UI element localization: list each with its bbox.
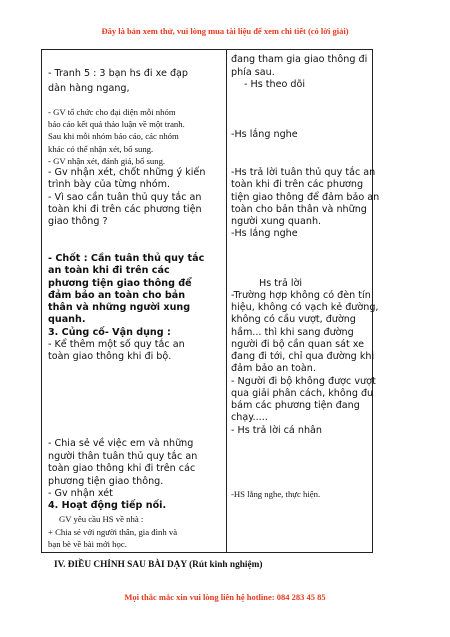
text-line: toàn cho bản thân và những (231, 204, 367, 215)
text-line: toàn giao thông khi đi trên các (48, 463, 196, 474)
text-line: an toàn khi đi trên các (48, 265, 170, 276)
summary-line (48, 253, 204, 264)
text-line: - Gv nhận xét, chốt những ý kiến (48, 167, 206, 178)
text-line: phương tiện giao thông để (48, 278, 192, 289)
text-line: - Hs theo dõi (244, 79, 306, 90)
text-line: người đi bộ cần quan sát xe (231, 339, 365, 350)
section-title: 3. Củng cố- Vận dụng : (48, 327, 171, 338)
text-line: Sau khi mỗi nhóm báo cáo, các nhóm (48, 131, 179, 141)
preview-banner: Đây là bản xem thử, vui lòng mua tài liệu để xem chi tiết (có lời giải) (101, 26, 349, 36)
text-line: đang tham gia giao thông đi (231, 54, 368, 65)
text-line: toàn giao thông khi đi bộ. (48, 351, 172, 362)
text-line: chạy..... (231, 412, 268, 423)
text-line: bạn bè về bài mới học. (48, 539, 127, 549)
text-line: hiệu, không có vạch kẻ đường, (231, 302, 379, 313)
text-line: - GV tổ chức cho đại diện mỗi nhóm (48, 107, 176, 117)
text-line: -HS lắng nghe, thực hiện. (231, 489, 321, 499)
text-line: -Hs lắng nghe (231, 129, 298, 140)
lesson-plan-table (41, 49, 380, 553)
text-line: thân và những người xung (48, 302, 191, 313)
text-line: + Chia sẻ với người thân, gia đình và (48, 527, 178, 537)
text-line: Hs trả lời (259, 278, 303, 289)
text-line: -Trường hợp không có đèn tín (231, 290, 371, 301)
text-line: đang đi tới, chỉ qua đường khi (231, 351, 375, 362)
text-line: phương tiện giao thông. (48, 476, 164, 487)
section-heading: IV. ĐIỀU CHỈNH SAU BÀI DẠY (Rút kinh nghiệm) (54, 560, 263, 570)
text-line: - Vì sao cần tuân thủ quy tắc an (48, 192, 202, 203)
text-line: toàn khi đi trên các phương (231, 179, 364, 190)
summary-text: : Cần tuân thủ quy tắc (80, 253, 205, 264)
text-line: báo cáo kết quả thảo luận về một tranh. (48, 119, 185, 129)
text-line: - Kể thêm một số quy tắc an (48, 339, 185, 350)
text-line: -Hs lắng nghe (231, 228, 298, 239)
text-line: - Chia sẻ về việc em và những (48, 438, 194, 449)
text-line: đảm bảo an toàn. (231, 363, 316, 374)
text-line: khác có thể nhận xét, bổ sung. (48, 144, 154, 154)
student-activities-column (227, 50, 380, 552)
text-line: - Hs trả lời cá nhân (231, 425, 322, 436)
teacher-activities-column (42, 50, 226, 552)
text-line: không có cầu vượt, đường (231, 314, 356, 325)
text-line: phía sau. (231, 67, 275, 78)
text-line: người xung quanh. (231, 216, 322, 227)
section-title: 4. Hoạt động tiếp nối. (48, 500, 167, 511)
summary-label: Chốt (55, 253, 81, 264)
summary-prefix: - (48, 253, 56, 264)
text-line: qua giải phân cách, không đu (231, 388, 374, 399)
text-line: hầm... thì khi sang đường (231, 327, 354, 338)
text-line: tiện giao thông để đảm bảo an (231, 192, 380, 203)
text-line: đảm bảo an toàn cho bản (48, 290, 186, 301)
text-line: - Tranh 5 : 3 bạn hs đi xe đạp (48, 68, 189, 79)
text-line: - GV nhận xét, đánh giá, bổ sung. (48, 156, 166, 166)
hotline-banner: Mọi thắc mắc xin vui lòng liên hệ hotline: 084 283 45 85 (124, 592, 326, 602)
text-line: giao thông ? (48, 216, 108, 227)
text-line: GV yêu cầu HS về nhà : (59, 514, 144, 524)
text-line: trình bày của từng nhóm. (48, 179, 171, 190)
text-line: -Hs trả lời tuân thủ quy tắc an (231, 167, 376, 178)
text-line: bám các phương tiện đang (231, 400, 360, 411)
text-line: dàn hàng ngang, (48, 83, 130, 94)
text-line: quanh. (48, 314, 86, 325)
text-line: toàn khi đi trên các phương tiện (48, 204, 202, 215)
text-line: - Gv nhận xét (48, 488, 113, 499)
text-line: - Người đi bộ không được vượt (231, 376, 376, 387)
text-line: người thân tuân thủ quy tắc an (48, 451, 198, 462)
